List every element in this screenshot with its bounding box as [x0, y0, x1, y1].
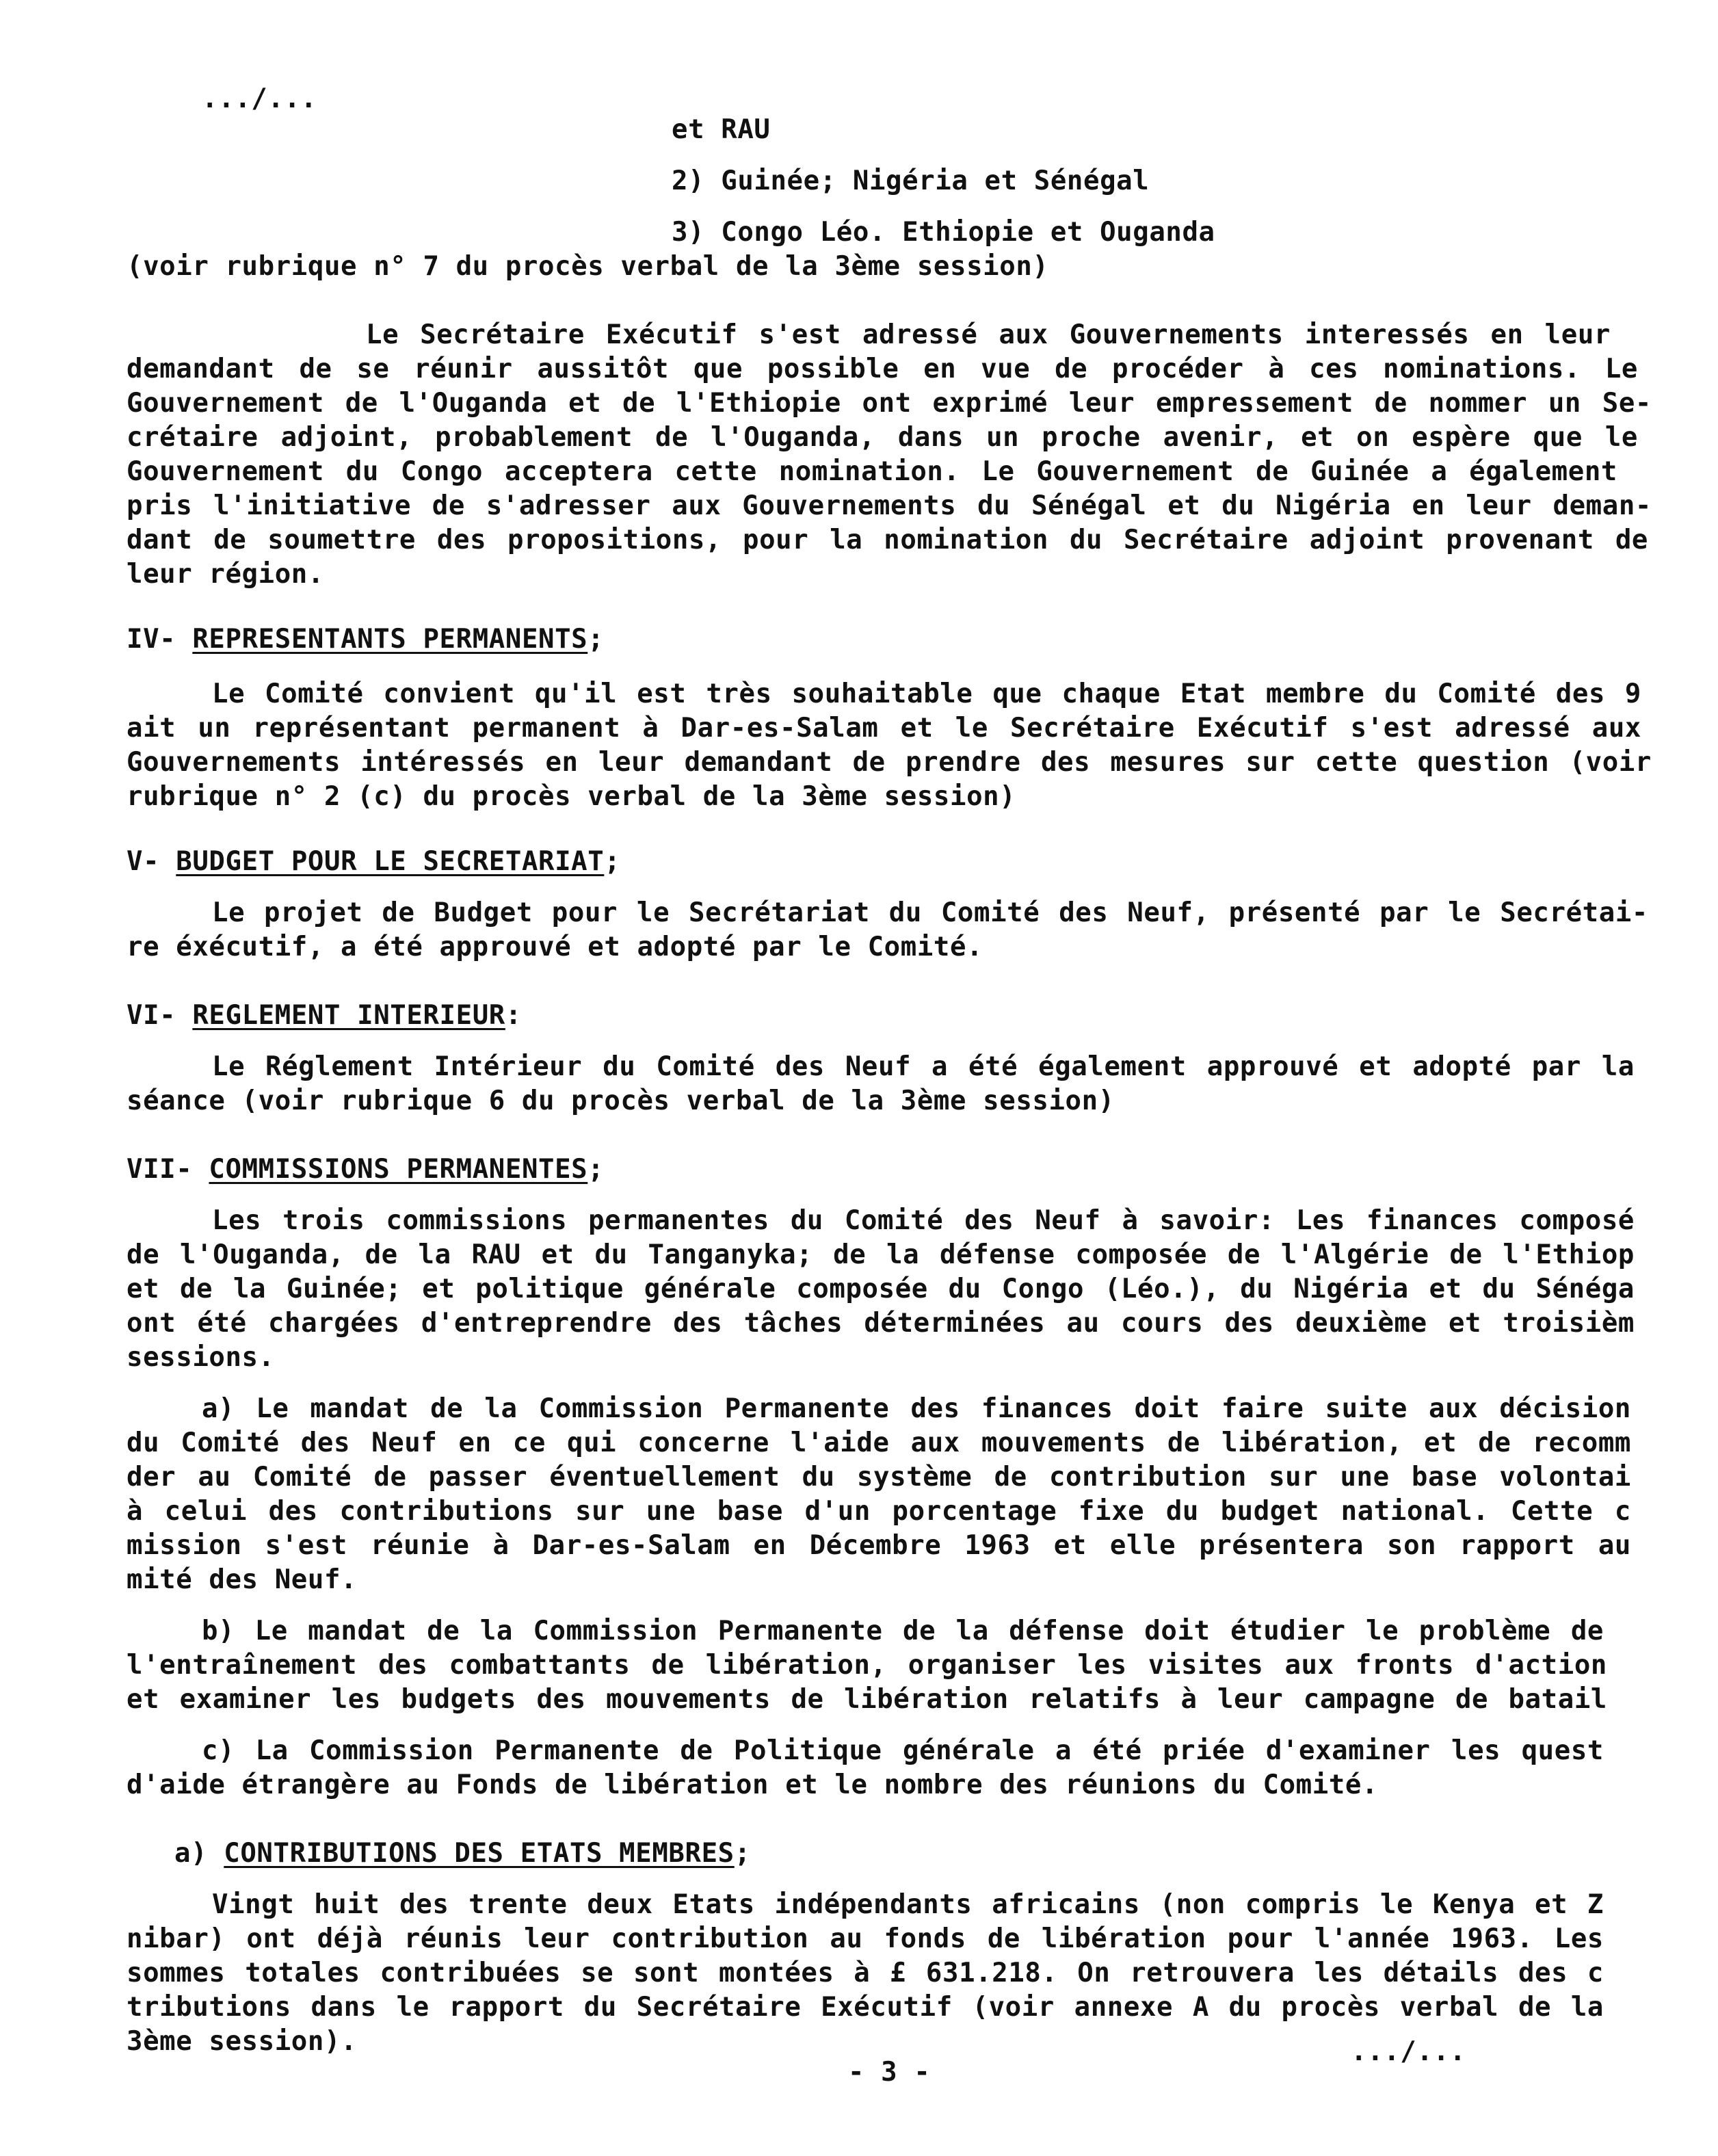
- paragraph-line: Le Secrétaire Exécutif s'est adressé aux Gouvernements interessés en leur: [366, 319, 1611, 350]
- section-heading-iv: [127, 622, 947, 657]
- paragraph-line: du Comité des Neuf en ce qui concerne l'aide aux mouvements de libération, et de recomm: [127, 1428, 1631, 1458]
- list-item: 2) Guinée; Nigéria et Sénégal: [672, 166, 1150, 196]
- paragraph-line: l'entraînement des combattants de libération, organiser les visites aux fronts d'action: [127, 1650, 1607, 1681]
- paragraph-line: nibar) ont déjà réunis leur contribution au fonds de libération pour l'année 1963. Les: [127, 1923, 1604, 1954]
- section-title: COMMISSIONS PERMANENTES: [209, 1154, 588, 1185]
- paragraph-line: Vingt huit des trente deux Etats indépendants africains (non compris le Kenya et Z: [212, 1889, 1604, 1920]
- paragraph-line: leur région.: [127, 559, 324, 590]
- paragraph-line: rubrique n° 2 (c) du procès verbal de la 3ème session): [127, 781, 1016, 812]
- section-title: CONTRIBUTIONS DES ETATS MEMBRES: [224, 1838, 735, 1869]
- section-heading-vi: [127, 999, 947, 1033]
- section-number: a): [174, 1838, 208, 1869]
- paragraph-line: ont été chargées d'entreprendre des tâches déterminées au cours des deuxième et troisièm: [127, 1308, 1635, 1339]
- paragraph-line: et de la Guinée; et politique générale composée du Congo (Léo.), du Nigéria et du Sénéga: [127, 1274, 1635, 1304]
- list-item: et RAU: [672, 114, 771, 145]
- section-number: VII-: [127, 1154, 193, 1185]
- continuation-marker-bottom: .../...: [1351, 2036, 1466, 2067]
- paragraph-line: sommes totales contribuées se sont montées à £ 631.218. On retrouvera les détails des c: [127, 1958, 1604, 1988]
- paragraph-line: demandant de se réunir aussitôt que possible en vue de procéder à ces nominations. Le: [127, 354, 1638, 384]
- section-heading-v: [127, 845, 947, 879]
- paragraph-line: sessions.: [127, 1342, 275, 1373]
- paragraph-line: et examiner les budgets des mouvements de libération relatifs à leur campagne de batail: [127, 1684, 1607, 1715]
- section-title: REGLEMENT INTERIEUR: [192, 1000, 505, 1031]
- paragraph-line: Le Comité convient qu'il est très souhaitable que chaque Etat membre du Comité des 9: [212, 679, 1641, 709]
- paragraph-line: der au Comité de passer éventuellement du système de contribution sur une base volontai: [127, 1462, 1631, 1493]
- paragraph-line: Le projet de Budget pour le Secrétariat du Comité des Neuf, présenté par le Secrétai-: [212, 897, 1648, 928]
- paragraph-line: Gouvernement de l'Ouganda et de l'Ethiopie ont exprimé leur empressement de nommer un Se-: [127, 388, 1652, 419]
- section-title: REPRESENTANTS PERMANENTS: [192, 624, 588, 655]
- paragraph-line: Les trois commissions permanentes du Comité des Neuf à savoir: Les finances composé: [212, 1205, 1635, 1236]
- paragraph-line: b) Le mandat de la Commission Permanente de la défense doit étudier le problème de: [202, 1616, 1604, 1646]
- paragraph-line: ait un représentant permanent à Dar-es-Salam et le Secrétaire Exécutif s'est adressé aux: [127, 713, 1641, 744]
- paragraph-line: Gouvernements intéressés en leur demandant de prendre des mesures sur cette question (voir: [127, 747, 1652, 778]
- page-number: - 3 -: [848, 2057, 931, 2088]
- section-punct: ;: [587, 1154, 605, 1185]
- paragraph-line: dant de soumettre des propositions, pour la nomination du Secrétaire adjoint provenant de: [127, 525, 1648, 555]
- paragraph-line: a) Le mandat de la Commission Permanente des finances doit faire suite aux décision: [202, 1393, 1631, 1424]
- paragraph-line: Gouvernement du Congo acceptera cette nomination. Le Gouvernement de Guinée a également: [127, 456, 1617, 487]
- list-item: 3) Congo Léo. Ethiopie et Ouganda: [672, 217, 1215, 248]
- paragraph-line: mité des Neuf.: [127, 1564, 358, 1595]
- section-heading-contributions: [174, 1837, 995, 1871]
- paragraph-line: 3ème session).: [127, 2026, 358, 2057]
- paragraph-line: d'aide étrangère au Fonds de libération et le nombre des réunions du Comité.: [127, 1770, 1379, 1800]
- paragraph-line: de l'Ouganda, de la RAU et du Tanganyka; de la défense composée de l'Algérie de l'Ethiop: [127, 1239, 1635, 1270]
- paragraph-line: mission s'est réunie à Dar-es-Salam en Décembre 1963 et elle présentera son rapport au: [127, 1530, 1631, 1561]
- paragraph-line: crétaire adjoint, probablement de l'Ouganda, dans un proche avenir, et on espère que le: [127, 422, 1638, 453]
- paragraph-line: pris l'initiative de s'adresser aux Gouvernements du Sénégal et du Nigéria en leur deman-: [127, 490, 1652, 521]
- section-number: VI-: [127, 1000, 176, 1031]
- paragraph-line: tributions dans le rapport du Secrétaire Exécutif (voir annexe A du procès verbal de la: [127, 1992, 1604, 2023]
- section-number: V-: [127, 846, 160, 877]
- section-punct: ;: [734, 1838, 751, 1869]
- reference-line: (voir rubrique n° 7 du procès verbal de la 3ème session): [127, 251, 1049, 282]
- section-punct: ;: [604, 846, 621, 877]
- paragraph-line: re éxécutif, a été approuvé et adopté par le Comité.: [127, 932, 983, 962]
- paragraph-line: c) La Commission Permanente de Politique générale a été priée d'examiner les quest: [202, 1735, 1604, 1766]
- section-number: IV-: [127, 624, 176, 655]
- section-punct: :: [505, 1000, 522, 1031]
- section-punct: ;: [587, 624, 605, 655]
- section-title: BUDGET POUR LE SECRETARIAT: [176, 846, 605, 877]
- section-heading-vii: [127, 1153, 947, 1187]
- paragraph-line: à celui des contributions sur une base d'un porcentage fixe du budget national. Cette c: [127, 1496, 1631, 1527]
- paragraph-line: Le Réglement Intérieur du Comité des Neuf a été également approuvé et adopté par la: [212, 1051, 1635, 1082]
- paragraph-line: séance (voir rubrique 6 du procès verbal de la 3ème session): [127, 1086, 1115, 1116]
- continuation-marker-top: .../...: [202, 83, 317, 114]
